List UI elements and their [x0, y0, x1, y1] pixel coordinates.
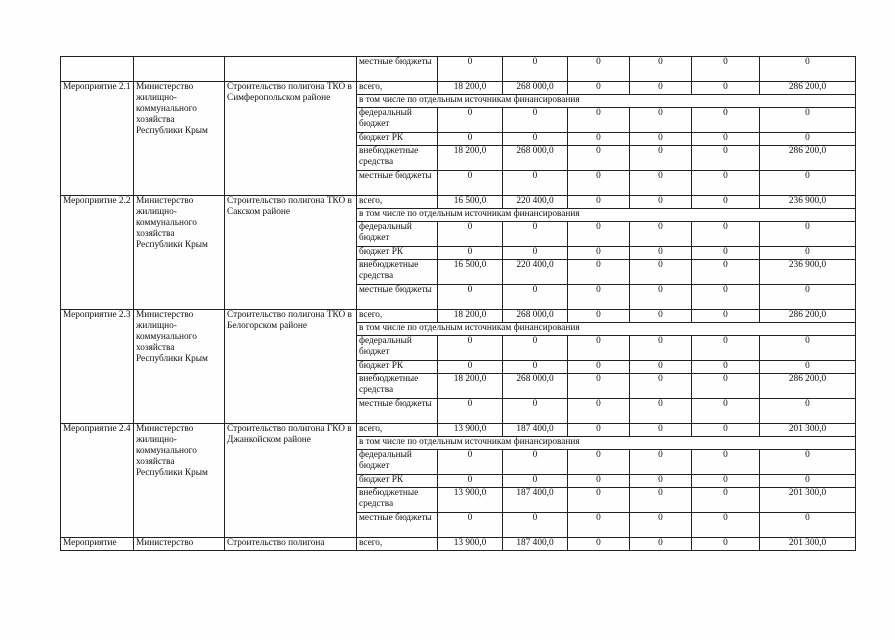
- value-cell: 0: [568, 374, 630, 399]
- value-cell: 0: [568, 146, 630, 171]
- value-cell: 220 400,0: [503, 196, 568, 209]
- value-cell: 201 300,0: [760, 538, 856, 551]
- value-cell: 0: [503, 133, 568, 146]
- value-cell: 0: [568, 57, 630, 82]
- value-cell: 0: [568, 399, 630, 424]
- value-cell: 0: [438, 475, 503, 488]
- value-cell: 0: [568, 361, 630, 374]
- value-cell: 0: [760, 450, 856, 475]
- event-cell: Мероприятие 2.4: [61, 424, 134, 538]
- value-cell: 18 200,0: [438, 310, 503, 323]
- value-cell: 13 900,0: [438, 424, 503, 437]
- value-cell: 0: [760, 285, 856, 310]
- total-label-cell: всего,: [357, 196, 438, 209]
- value-cell: 0: [692, 310, 760, 323]
- value-cell: 0: [630, 247, 692, 260]
- value-cell: 16 500,0: [438, 260, 503, 285]
- source-cell: местные бюджеты: [357, 399, 438, 424]
- source-cell: федеральный бюджет: [357, 450, 438, 475]
- value-cell: 0: [630, 133, 692, 146]
- table-row: [61, 196, 856, 209]
- value-cell: 268 000,0: [503, 310, 568, 323]
- value-cell: 0: [692, 285, 760, 310]
- value-cell: 236 900,0: [760, 260, 856, 285]
- value-cell: 0: [630, 361, 692, 374]
- source-cell: бюджет РК: [357, 133, 438, 146]
- value-cell: 0: [568, 196, 630, 209]
- value-cell: 0: [760, 222, 856, 247]
- value-cell: 0: [630, 475, 692, 488]
- value-cell: 0: [503, 336, 568, 361]
- description-cell: Строительство полигона ТКО в Симферопольском районе: [225, 82, 357, 196]
- value-cell: 0: [568, 310, 630, 323]
- value-cell: 0: [568, 82, 630, 95]
- description-cell: Строительство полигона ГКО в Джанкойском районе: [225, 424, 357, 538]
- source-cell: федеральный бюджет: [357, 108, 438, 133]
- table-row: [61, 57, 856, 82]
- value-cell: 0: [438, 336, 503, 361]
- empty-cell: [61, 57, 134, 82]
- event-cell: Мероприятие: [61, 538, 134, 551]
- value-cell: 0: [630, 336, 692, 361]
- source-cell: местные бюджеты: [357, 285, 438, 310]
- value-cell: 0: [503, 171, 568, 196]
- value-cell: 0: [692, 108, 760, 133]
- total-label-cell: всего,: [357, 82, 438, 95]
- value-cell: 0: [630, 82, 692, 95]
- total-label-cell: всего,: [357, 310, 438, 323]
- value-cell: 0: [568, 260, 630, 285]
- value-cell: 0: [692, 538, 760, 551]
- source-cell: местные бюджеты: [357, 513, 438, 538]
- value-cell: 0: [438, 133, 503, 146]
- value-cell: 0: [692, 374, 760, 399]
- value-cell: 0: [630, 310, 692, 323]
- value-cell: 0: [692, 424, 760, 437]
- event-cell: Мероприятие 2.2: [61, 196, 134, 310]
- source-cell: внебюджетные средства: [357, 260, 438, 285]
- value-cell: 0: [503, 57, 568, 82]
- value-cell: 0: [630, 222, 692, 247]
- value-cell: 0: [692, 399, 760, 424]
- value-cell: 0: [438, 450, 503, 475]
- value-cell: 0: [630, 146, 692, 171]
- value-cell: 13 900,0: [438, 538, 503, 551]
- value-cell: 268 000,0: [503, 146, 568, 171]
- value-cell: 0: [630, 374, 692, 399]
- total-label-cell: всего,: [357, 424, 438, 437]
- description-cell: Строительство полигона: [225, 538, 357, 551]
- total-label-cell: всего,: [357, 538, 438, 551]
- value-cell: 0: [692, 513, 760, 538]
- value-cell: 0: [630, 424, 692, 437]
- value-cell: 0: [503, 247, 568, 260]
- source-cell: федеральный бюджет: [357, 336, 438, 361]
- value-cell: 0: [692, 260, 760, 285]
- value-cell: 0: [630, 260, 692, 285]
- value-cell: 0: [438, 108, 503, 133]
- source-cell: бюджет РК: [357, 247, 438, 260]
- value-cell: 0: [692, 171, 760, 196]
- value-cell: 0: [438, 247, 503, 260]
- value-cell: 286 200,0: [760, 82, 856, 95]
- ministry-cell: Министерство жилищно-коммунального хозяйства Республики Крым: [134, 196, 225, 310]
- value-cell: 0: [630, 196, 692, 209]
- value-cell: 0: [692, 146, 760, 171]
- value-cell: 0: [692, 247, 760, 260]
- source-cell: внебюджетные средства: [357, 374, 438, 399]
- value-cell: 286 200,0: [760, 310, 856, 323]
- event-cell: Мероприятие 2.1: [61, 82, 134, 196]
- value-cell: 0: [503, 222, 568, 247]
- value-cell: 0: [438, 171, 503, 196]
- value-cell: 236 900,0: [760, 196, 856, 209]
- value-cell: 0: [760, 336, 856, 361]
- value-cell: 0: [630, 108, 692, 133]
- value-cell: 0: [438, 222, 503, 247]
- value-cell: 0: [438, 285, 503, 310]
- value-cell: 220 400,0: [503, 260, 568, 285]
- source-cell: внебюджетные средства: [357, 146, 438, 171]
- value-cell: 0: [568, 108, 630, 133]
- value-cell: 0: [503, 450, 568, 475]
- value-cell: 286 200,0: [760, 146, 856, 171]
- value-cell: 0: [568, 513, 630, 538]
- source-cell: местные бюджеты: [357, 171, 438, 196]
- value-cell: 0: [630, 513, 692, 538]
- value-cell: 0: [568, 488, 630, 513]
- value-cell: 0: [568, 171, 630, 196]
- value-cell: 286 200,0: [760, 374, 856, 399]
- value-cell: 0: [568, 133, 630, 146]
- value-cell: 268 000,0: [503, 374, 568, 399]
- value-cell: 18 200,0: [438, 146, 503, 171]
- financing-note-cell: в том числе по отдельным источникам финансирования: [357, 323, 856, 336]
- value-cell: 16 500,0: [438, 196, 503, 209]
- source-cell: внебюджетные средства: [357, 488, 438, 513]
- value-cell: 0: [692, 361, 760, 374]
- value-cell: 0: [503, 361, 568, 374]
- value-cell: 0: [692, 336, 760, 361]
- value-cell: 0: [692, 82, 760, 95]
- value-cell: 18 200,0: [438, 82, 503, 95]
- value-cell: 0: [692, 488, 760, 513]
- table-row: [61, 82, 856, 95]
- value-cell: 0: [760, 475, 856, 488]
- table-body: [61, 57, 856, 551]
- value-cell: 0: [760, 108, 856, 133]
- value-cell: 0: [438, 57, 503, 82]
- value-cell: 201 300,0: [760, 424, 856, 437]
- value-cell: 13 900,0: [438, 488, 503, 513]
- table-row: [61, 424, 856, 437]
- value-cell: 0: [692, 57, 760, 82]
- value-cell: 0: [503, 285, 568, 310]
- source-cell: бюджет РК: [357, 361, 438, 374]
- value-cell: 0: [760, 361, 856, 374]
- value-cell: 187 400,0: [503, 538, 568, 551]
- value-cell: 0: [503, 399, 568, 424]
- empty-cell: [134, 57, 225, 82]
- table-row: [61, 538, 856, 551]
- value-cell: 0: [760, 247, 856, 260]
- table-row: [61, 310, 856, 323]
- value-cell: 0: [568, 450, 630, 475]
- value-cell: 0: [760, 57, 856, 82]
- value-cell: 0: [760, 133, 856, 146]
- value-cell: 0: [630, 285, 692, 310]
- value-cell: 0: [630, 57, 692, 82]
- value-cell: 18 200,0: [438, 374, 503, 399]
- description-cell: Строительство полигона ТКО в Белогорском районе: [225, 310, 357, 424]
- value-cell: 187 400,0: [503, 424, 568, 437]
- empty-cell: [225, 57, 357, 82]
- value-cell: 0: [503, 475, 568, 488]
- value-cell: 0: [568, 222, 630, 247]
- budget-table: [60, 56, 856, 551]
- value-cell: 0: [630, 450, 692, 475]
- value-cell: 0: [630, 171, 692, 196]
- value-cell: 0: [438, 399, 503, 424]
- ministry-cell: Министерство: [134, 538, 225, 551]
- source-cell: местные бюджеты: [357, 57, 438, 82]
- value-cell: 0: [438, 513, 503, 538]
- ministry-cell: Министерство жилищно-коммунального хозяйства Республики Крым: [134, 424, 225, 538]
- source-cell: федеральный бюджет: [357, 222, 438, 247]
- event-cell: Мероприятие 2.3: [61, 310, 134, 424]
- value-cell: 0: [503, 108, 568, 133]
- ministry-cell: Министерство жилищно-коммунального хозяйства Республики Крым: [134, 310, 225, 424]
- financing-note-cell: в том числе по отдельным источникам финансирования: [357, 437, 856, 450]
- value-cell: 268 000,0: [503, 82, 568, 95]
- value-cell: 0: [760, 513, 856, 538]
- value-cell: 0: [760, 171, 856, 196]
- description-cell: Строительство полигона ТКО в Сакском районе: [225, 196, 357, 310]
- value-cell: 187 400,0: [503, 488, 568, 513]
- value-cell: 0: [630, 399, 692, 424]
- value-cell: 0: [568, 538, 630, 551]
- value-cell: 0: [438, 361, 503, 374]
- source-cell: бюджет РК: [357, 475, 438, 488]
- ministry-cell: Министерство жилищно-коммунального хозяйства Республики Крым: [134, 82, 225, 196]
- value-cell: 0: [760, 399, 856, 424]
- financing-note-cell: в том числе по отдельным источникам финансирования: [357, 209, 856, 222]
- value-cell: 201 300,0: [760, 488, 856, 513]
- value-cell: 0: [503, 513, 568, 538]
- value-cell: 0: [568, 285, 630, 310]
- value-cell: 0: [630, 488, 692, 513]
- value-cell: 0: [692, 475, 760, 488]
- value-cell: 0: [568, 247, 630, 260]
- value-cell: 0: [692, 133, 760, 146]
- value-cell: 0: [692, 196, 760, 209]
- value-cell: 0: [630, 538, 692, 551]
- value-cell: 0: [568, 336, 630, 361]
- value-cell: 0: [568, 475, 630, 488]
- value-cell: 0: [568, 424, 630, 437]
- value-cell: 0: [692, 222, 760, 247]
- value-cell: 0: [692, 450, 760, 475]
- financing-note-cell: в том числе по отдельным источникам финансирования: [357, 95, 856, 108]
